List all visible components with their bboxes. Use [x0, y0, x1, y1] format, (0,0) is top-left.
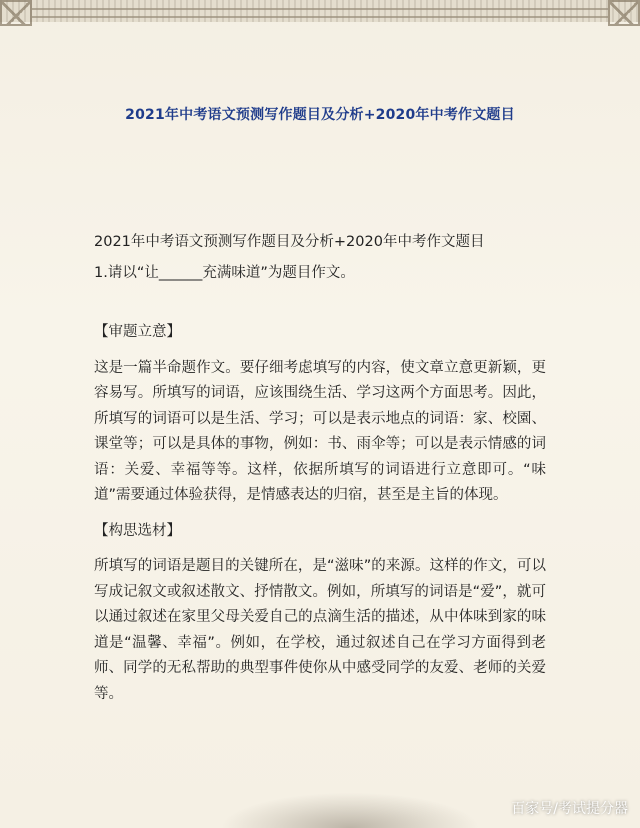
section-heading-material: 【构思选材】	[94, 522, 181, 539]
section-heading-analysis: 【审题立意】	[94, 324, 181, 340]
section-text-material: 所填写的词语是题目的关键所在，是“滋味”的来源。这样的作文，可以写成记叙文或叙述散文、抒情散文。例如，所填写的词语是“爱”，就可以通过叙述在家里父母关爱自己的点滴生活的描述，从中体味到家的味道是“温馨、幸福”。例如，在学校，通过叙述自己在学习方面得到老师、同学的无私帮助的典型事件使你从中感受同学的友爱、老师的关爱等。	[94, 558, 546, 702]
document-subtitle: 2021年中考语文预测写作题目及分析+2020年中考作文题目	[94, 234, 485, 250]
border-line	[32, 8, 608, 18]
document-body	[94, 230, 546, 717]
section-text-analysis: 这是一篇半命题作文。要仔细考虑填写的内容，使文章立意更新颖，更容易写。所填写的词语，应该围绕生活、学习这两个方面思考。因此，所填写的词语可以是生活、学习；可以是表示地点的词语：家、校園、课堂等；可以是具体的事物，例如：书、雨伞等；可以是表示情感的词语：关爱、幸福等等。这样，依据所填写的词语进行立意即可。“味道”需要通过体验获得，是情感表达的归宿，甚至是主旨的体现。	[94, 359, 546, 503]
mountain-decoration	[220, 792, 480, 828]
corner-ornament-left	[0, 0, 32, 26]
question-prompt: 1.请以“让______充满味道”为题目作文。	[94, 264, 355, 281]
watermark: 百家号/考试提分器	[511, 801, 628, 817]
document-title: 2021年中考语文预测写作题目及分析+2020年中考作文题目	[125, 107, 515, 123]
corner-ornament-right	[608, 0, 640, 26]
